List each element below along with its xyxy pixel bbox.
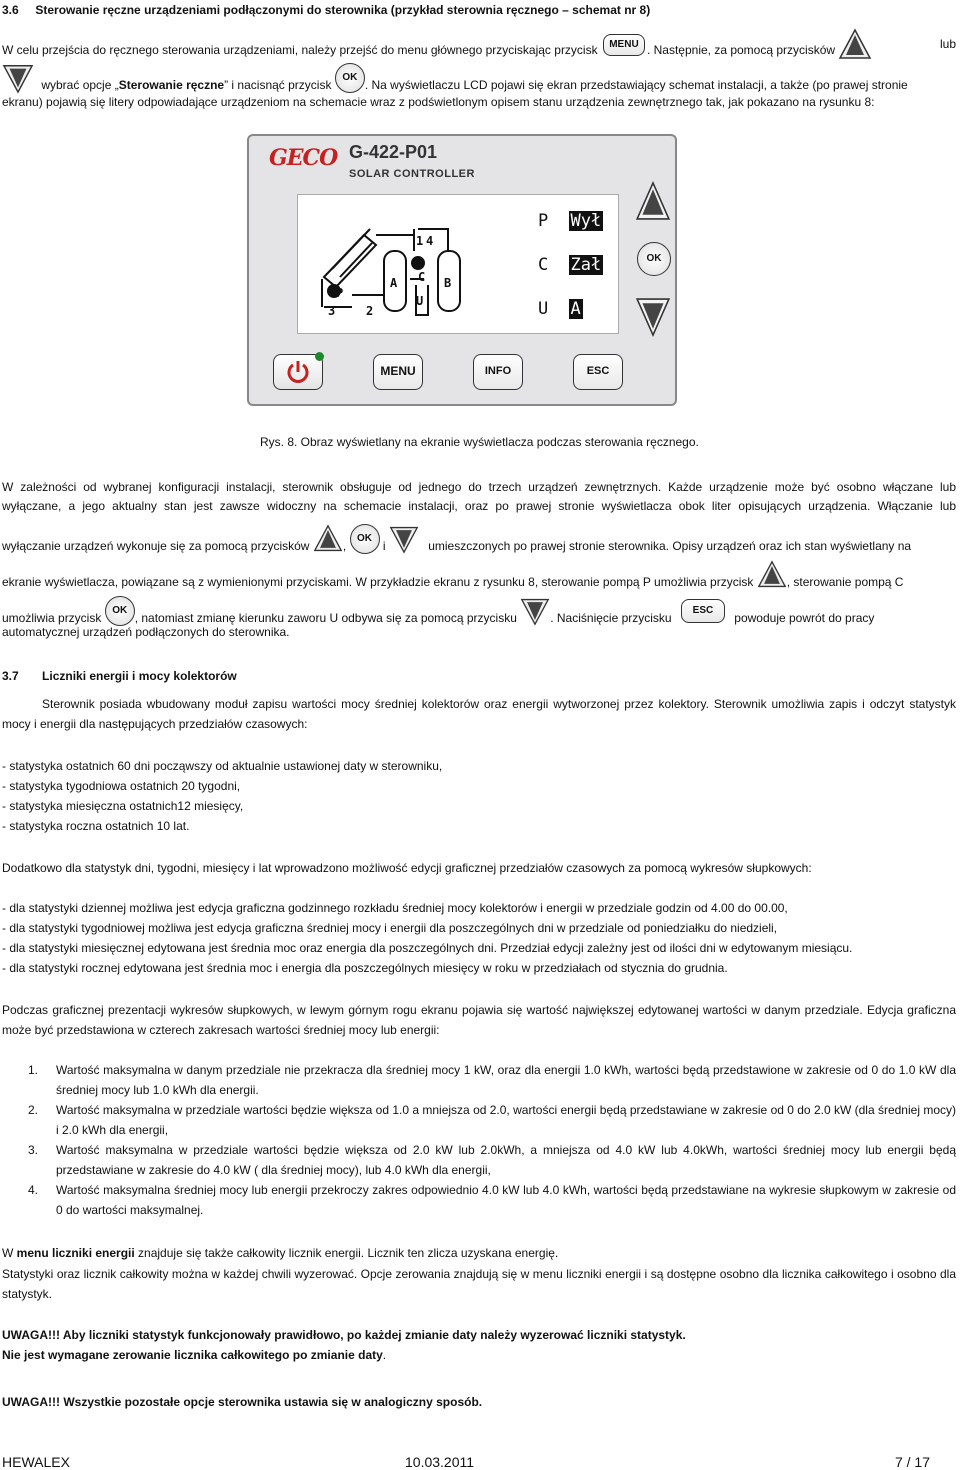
device-letter: C xyxy=(538,255,549,275)
list-item xyxy=(28,1180,956,1220)
schema-label-1: 1 xyxy=(416,234,424,248)
text: Wartość maksymalna średniej mocy lub energii przekroczy zakres odpowiednio 4.0 kW lub 4.0 kWh, wartości będą przedstawiane na wykresie słupkowym w zakresie od 0 do wartości maksymalnej. xyxy=(56,1183,956,1217)
paragraph-line xyxy=(2,34,956,68)
up-arrow-icon xyxy=(313,524,343,554)
controller-figure xyxy=(247,134,677,406)
device-down-button[interactable] xyxy=(635,294,671,338)
section-title: Sterowanie ręczne urządzeniami podłączonymi do sterownika (przykład sterownia ręcznego – schemat nr 8) xyxy=(35,3,651,17)
list-item: - statystyka roczna ostatnich 10 lat. xyxy=(2,819,190,833)
list-number: 2. xyxy=(28,1103,39,1117)
text: menu liczniki energii xyxy=(16,1246,135,1260)
up-arrow-icon xyxy=(757,560,787,590)
list-item: - dla statystyki miesięcznej edytowana jest średnia moc oraz energia dla poszczególnych dni. Przedział edycji zależny jest od ilości dni w edytowanym miesiącu. xyxy=(2,941,853,955)
intro-paragraph: Sterownik posiada wbudowany moduł zapisu wartości mocy średniej kolektorów oraz energii wytworzonej przez kolektory. Sterownik umożliwia zapis i odczyt statystyk mocy i energii dla następujących przedziałów czasowych: xyxy=(2,697,956,731)
up-arrow-icon xyxy=(838,28,872,62)
device-state: A xyxy=(570,299,581,319)
section-heading xyxy=(2,0,956,20)
figure-caption: Rys. 8. Obraz wyświetlany na ekranie wyświetlacza podczas sterowania ręcznego. xyxy=(260,435,699,449)
paragraph-line xyxy=(2,532,956,562)
installation-schema xyxy=(314,215,514,325)
paragraph: Statystyki oraz licznik całkowity można w każdej chwili wyzerować. Opcje zerowania znajdują się w menu liczniki energii i są dostępne osobno dla licznika całkowitego i osobno dla statystyk. xyxy=(2,1267,956,1301)
text: wybrać opcje „ xyxy=(41,78,119,93)
section-number: 3.7 xyxy=(2,669,19,683)
list-number: 4. xyxy=(28,1183,39,1197)
lcd-screen xyxy=(297,194,619,334)
text: W zależności od wybranej konfiguracji instalacji, sterownik obsługuje od jednego do trzech urządzeń zewnętrznych. Każde urządzenie może być osobno włączane lub xyxy=(2,480,956,494)
lcd-row-c xyxy=(538,255,603,275)
footer-left: HEWALEX xyxy=(2,1454,70,1470)
text: umieszczonych po prawej stronie sterownika. Opisy urządzeń oraz ich stan wyświetlany na xyxy=(428,539,912,554)
text: umożliwia przycisk xyxy=(2,611,102,626)
text: W xyxy=(2,1246,17,1260)
text: automatycznej urządzeń podłączonych do sterownika. xyxy=(2,625,290,639)
text: Wartość maksymalna w przedziale wartości będzie większa od 2.0 kW lub 2.0kWh, a mniejsza od 4.0 kW lub 4.0kWh, wartości średniej mocy lub energii będą przedstawiane w zakresie do 4.0 kW ( dla średniej mocy), lub 4.0 kWh dla energii, xyxy=(56,1143,956,1177)
list-item: - statystyka miesięczna ostatnich12 miesięcy, xyxy=(2,799,244,813)
device-letter: U xyxy=(538,299,549,319)
text: . xyxy=(382,1348,387,1362)
paragraph: Dodatkowo dla statystyk dni, tygodni, miesięcy i lat wprowadzono możliwość edycji graficznej przedziałów czasowych za pomocą wykresów słupkowych: xyxy=(2,861,812,875)
device-letter: P xyxy=(538,211,549,231)
section-heading xyxy=(2,666,956,686)
schema-label-a: A xyxy=(390,276,398,290)
schema-label-3: 3 xyxy=(328,304,336,318)
device-state: Wył xyxy=(570,211,602,231)
schema-label-2: 2 xyxy=(366,304,374,318)
text: Sterowanie ręczne xyxy=(118,78,225,93)
schema-label-p: P xyxy=(336,286,344,300)
device-state: Zał xyxy=(570,255,602,275)
power-icon xyxy=(285,359,311,385)
text: Nie jest wymagane zerowanie licznika całkowitego po zmianie daty xyxy=(2,1348,383,1362)
text: , sterowanie pompą C xyxy=(786,575,904,590)
device-info-button[interactable]: INFO xyxy=(473,354,523,390)
section-number: 3.6 xyxy=(2,3,19,17)
text: W celu przejścia do ręcznego sterowania urządzeniami, należy przejść do menu głównego przyciskając przycisk xyxy=(2,43,598,58)
text: ” i nacisnąć przycisk xyxy=(224,78,332,93)
paragraph xyxy=(2,1243,956,1263)
text: wyłączane, a jego aktualny stan jest zawsze widoczny na schemacie instalacji, oraz po prawej stronie wyświetlacza obok liter opisujących urządzenia. Włączanie lub xyxy=(2,499,956,513)
device-subtitle: SOLAR CONTROLLER xyxy=(349,168,475,180)
text: znajduje się także całkowity licznik energii. Licznik ten zlicza uzyskana energię. xyxy=(134,1246,559,1260)
list-item: - statystyka tygodniowa ostatnich 20 tygodni, xyxy=(2,779,241,793)
list-number: 3. xyxy=(28,1143,39,1157)
device-menu-button[interactable]: MENU xyxy=(373,354,423,390)
paragraph: Podczas graficznej prezentacji wykresów słupkowych, w lewym górnym rogu ekranu pojawia się wartość największej edytowanej wartości w danym przedziale. Edycja graficzna może być przedstawiona w czterech zakresach wartości średniej mocy lub energii: xyxy=(2,1003,956,1037)
lcd-row-p xyxy=(538,211,603,231)
paragraph-line xyxy=(2,477,956,497)
list-item xyxy=(28,1140,956,1180)
text: i xyxy=(382,539,386,554)
schema-label-c: C xyxy=(418,270,426,284)
schema-label-b: B xyxy=(444,276,452,290)
text: . Naciśnięcie przycisku xyxy=(550,611,672,626)
down-arrow-icon xyxy=(2,62,34,94)
schema-label-4: 4 xyxy=(426,234,434,248)
warning xyxy=(2,1345,956,1365)
warning: UWAGA!!! Wszystkie pozostałe opcje sterownika ustawia się w analogiczny sposób. xyxy=(2,1395,483,1409)
footer-center: 10.03.2011 xyxy=(405,1454,475,1470)
paragraph-line xyxy=(2,92,956,112)
warning: UWAGA!!! Aby liczniki statystyk funkcjonowały prawidłowo, po każdej zmianie daty należy wyzerować liczniki statystyk. xyxy=(2,1328,686,1342)
text: . Na wyświetlaczu LCD pojawi się ekran przedstawiający schemat instalacji, a także (po prawej stronie xyxy=(364,78,908,93)
text: ekranie wyświetlacza, powiązane są z wymienionymi przyciskami. W przykładzie ekranu z rysunku 8, sterowanie pompą P umożliwia przycisk xyxy=(2,575,754,590)
paragraph-line xyxy=(2,568,956,598)
text: Wartość maksymalna w przedziale wartości będzie większa od 1.0 a mniejsza od 2.0, wartości energii będą przedstawiane w zakresie od 0 do 2.0 kW (dla średniej mocy) i 2.0 kWh dla energii, xyxy=(56,1103,956,1137)
list-item: - dla statystyki dziennej możliwa jest edycja graficzna godzinnego rozkładu średniej mocy kolektorów i energii w przedziale godzin od 4.00 do 00.00, xyxy=(2,901,788,915)
ok-key-icon: OK xyxy=(105,596,135,626)
device-brand: GECO xyxy=(269,145,338,171)
list-item: - dla statystyki rocznej edytowana jest średnia moc i energia dla poszczególnych miesięcy w roku w przedziałach od stycznia do grudnia. xyxy=(2,961,728,975)
text: lub xyxy=(939,37,956,51)
section-title: Liczniki energii i mocy kolektorów xyxy=(42,669,237,683)
text: wyłączanie urządzeń wykonuje się za pomocą przycisków xyxy=(2,539,310,554)
paragraph-line xyxy=(2,496,956,516)
text: powoduje powrót do pracy xyxy=(734,611,875,626)
list-item xyxy=(28,1060,956,1100)
paragraph-line xyxy=(2,622,956,642)
text: , xyxy=(342,539,347,554)
device-model: G-422-P01 xyxy=(349,142,438,162)
menu-key-icon: MENU xyxy=(603,34,645,56)
lcd-row-u xyxy=(538,299,583,319)
list-number: 1. xyxy=(28,1063,39,1077)
device-esc-button[interactable]: ESC xyxy=(573,354,623,390)
text: , natomiast zmianę kierunku zaworu U odbywa się za pomocą przycisku xyxy=(134,611,517,626)
device-ok-button[interactable]: OK xyxy=(637,242,671,276)
ok-key-icon: OK xyxy=(335,63,365,93)
list-item: - dla statystyki tygodniowej możliwa jest edycja graficzna średniej mocy i energii dla poszczególnych dni w przedziale od poniedziałku do niedzieli, xyxy=(2,921,778,935)
esc-key-icon: ESC xyxy=(681,599,725,623)
text: . Następnie, za pomocą przycisków xyxy=(646,43,836,58)
device-up-button[interactable] xyxy=(635,180,671,224)
text: ekranu) pojawią się litery odpowiadające urządzeniom na schemacie wraz z podświetlonym opisem stanu urządzenia zewnętrznego tak, jak pokazano na rysunku 8: xyxy=(2,95,875,109)
down-arrow-icon xyxy=(389,524,419,554)
text: Wartość maksymalna w danym przedziale nie przekracza dla średniej mocy 1 kW, oraz dla energii 1.0 kWh, wartości będą przedstawione w zakresie od 0 do 1.0 kW dla średniej mocy lub 1.0 kWh dla energii. xyxy=(56,1063,956,1097)
footer-right: 7 / 17 xyxy=(894,1454,930,1470)
list-item: - statystyka ostatnich 60 dni począwszy od aktualnie ustawionej daty w sterowniku, xyxy=(2,759,443,773)
list-item xyxy=(28,1100,956,1140)
power-led xyxy=(315,352,324,361)
ok-key-icon: OK xyxy=(350,524,380,554)
schema-label-u: U xyxy=(416,294,424,308)
range-list xyxy=(28,1060,956,1220)
